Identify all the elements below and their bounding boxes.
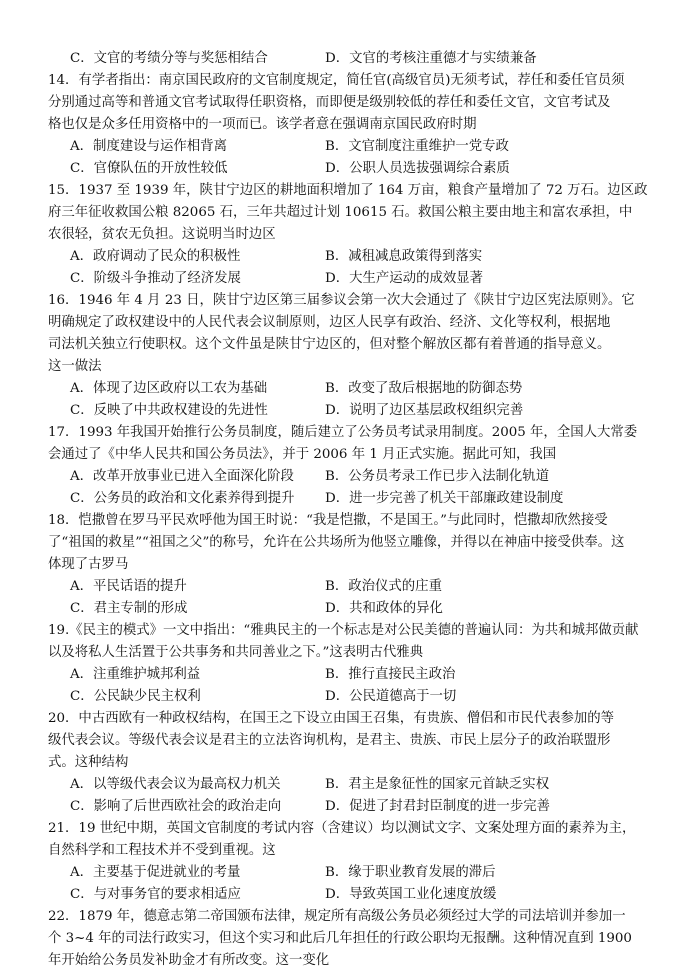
q19-option-c: C．公民缺少民主权利: [70, 689, 201, 704]
q17-option-a: A．改革开放事业已进入全面深化阶段: [70, 469, 294, 484]
q15-stem-line: 15．1937 至 1939 年，陕甘宁边区的耕地面积增加了 164 万亩，粮食产量增加了 72 万石。边区政: [48, 183, 648, 198]
q16-stem-line: 明确规定了政权建设中的人民代表会议制原则，边区人民享有政治、经济、文化等权利，根据地: [48, 315, 611, 330]
q16-stem-line: 16．1946 年 4 月 23 日，陕甘宁边区第三届参议会第一次大会通过了《陕甘宁边区宪法原则》。它: [48, 293, 635, 308]
q17-option-b: B．公务员考录工作已步入法制化轨道: [325, 469, 550, 484]
q21-stem-line: 自然科学和工程技术并不受到重视。这: [48, 843, 276, 858]
q21-stem-line: 21．19 世纪中期，英国文官制度的考试内容（含建议）均以测试文字、文案处理方面的素养为主，: [48, 821, 636, 836]
q16-option-d: D．说明了边区基层政权组织完善: [325, 403, 524, 418]
q22-stem-line: 年开始给公务员发补助金才有所改变。这一变化: [48, 953, 330, 968]
q21-option-d: D．导致英国工业化速度放缓: [325, 887, 497, 902]
q19-stem-line: 19.《民主的模式》一文中指出：“雅典民主的一个标志是对公民美德的普遍认同：为共和城邦做贡献: [48, 623, 639, 638]
q16-option-c: C．反映了中共政权建设的先进性: [70, 403, 268, 418]
q21-option-b: B．缘于职业教育发展的滞后: [325, 865, 496, 880]
q13-option-d: D．文官的考核注重德才与实绩兼备: [325, 51, 537, 66]
q18-stem-line: 体现了古罗马: [48, 557, 129, 572]
q15-option-a: A．政府调动了民众的积极性: [70, 249, 241, 264]
q17-stem-line: 17．1993 年我国开始推行公务员制度，随后建立了公务员考试录用制度。2005 年，全国人大常委: [48, 425, 638, 440]
q15-stem-line: 府三年征收救国公粮 82065 石，三年共超过计划 10615 石。救国公粮主要由地主和富农承担，中: [48, 205, 633, 220]
q20-option-a: A．以等级代表会议为最高权力机关: [70, 777, 281, 792]
q20-option-d: D．促进了封君封臣制度的进一步完善: [325, 799, 550, 814]
q16-option-b: B．改变了敌后根据地的防御态势: [325, 381, 523, 396]
q18-option-c: C．君主专制的形成: [70, 601, 188, 616]
q20-option-b: B．君主是象征性的国家元首缺乏实权: [325, 777, 550, 792]
q21-option-c: C．与对事务官的要求相适应: [70, 887, 241, 902]
q18-option-d: D．共和政体的异化: [325, 601, 443, 616]
q14-option-c: C．官僚队伍的开放性较低: [70, 161, 228, 176]
q18-stem-line: 18．恺撒曾在罗马平民欢呼他为国王时说：“我是恺撒，不是国王。”与此同时，恺撒却欣然接受: [48, 513, 608, 528]
q20-option-c: C．影响了后世西欧社会的政治走向: [70, 799, 282, 814]
q18-option-b: B．政治仪式的庄重: [325, 579, 442, 594]
q20-stem-line: 级代表会议。等级代表会议是君主的立法咨询机构，是君主、贵族、市民上层分子的政治联盟形: [48, 733, 611, 748]
q16-stem-line: 司法机关独立行使职权。这个文件虽是陕甘宁边区的，但对整个解放区都有着普通的指导意义。: [48, 337, 611, 352]
q13-option-c: C．文官的考绩分等与奖惩相结合: [70, 51, 268, 66]
q17-option-d: D．进一步完善了机关干部廉政建设制度: [325, 491, 564, 506]
q15-stem-line: 农很轻，贫农无负担。这说明当时边区: [48, 227, 276, 242]
q20-stem-line: 式。这种结构: [48, 755, 129, 770]
q17-stem-line: 会通过了《中华人民共和国公务员法》，并于 2006 年 1 月正式实施。据此可知，我国: [48, 447, 557, 462]
q17-option-c: C．公务员的政治和文化素养得到提升: [70, 491, 295, 506]
q14-option-d: D．公职人员选拔强调综合素质: [325, 161, 510, 176]
q22-stem-line: 个 3~4 年的司法行政实习，但这个实习和此后几年担任的行政公职均无报酬。这种情况直到 1900: [48, 931, 632, 946]
q18-stem-line: 了“祖国的救星”“祖国之父”的称号，允许在公共场所为他竖立雕像，并得以在神庙中接受供奉。这: [48, 535, 625, 550]
q18-option-a: A．平民话语的提升: [70, 579, 187, 594]
q15-option-c: C．阶级斗争推动了经济发展: [70, 271, 241, 286]
q22-stem-line: 22．1879 年，德意志第二帝国颁布法律，规定所有高级公务员必须经过大学的司法培训并参加一: [48, 909, 626, 924]
q19-option-a: A．注重维护城邦利益: [70, 667, 201, 682]
q14-stem-line: 14．有学者指出：南京国民政府的文官制度规定，简任官(高级官员)无须考试，荐任和委任官员须: [48, 73, 625, 88]
q21-option-a: A．主要基于促进就业的考量: [70, 865, 241, 880]
q19-option-d: D．公民道德高于一切: [325, 689, 457, 704]
q19-stem-line: 以及将私人生活置于公共事务和共同善业之下。”这表明古代雅典: [48, 645, 424, 660]
q15-option-b: B．减租减息政策得到落实: [325, 249, 483, 264]
q16-option-a: A．体现了边区政府以工农为基础: [70, 381, 268, 396]
q15-option-d: D．大生产运动的成效显著: [325, 271, 484, 286]
q20-stem-line: 20．中古西欧有一种政权结构，在国王之下设立由国王召集，有贵族、僧侣和市民代表参加的等: [48, 711, 615, 726]
q14-option-b: B．文官制度注重维护一党专政: [325, 139, 509, 154]
q14-stem-line: 分别通过高等和普通文官考试取得任职资格，而即便是级别较低的荐任和委任文官，文官考试及: [48, 95, 611, 110]
q16-stem-line: 这一做法: [48, 359, 102, 374]
q14-option-a: A．制度建设与运作相背离: [70, 139, 227, 154]
q19-option-b: B．推行直接民主政治: [325, 667, 456, 682]
q14-stem-line: 格也仅是众多任用资格中的一项而已。该学者意在强调南京国民政府时期: [48, 117, 477, 132]
